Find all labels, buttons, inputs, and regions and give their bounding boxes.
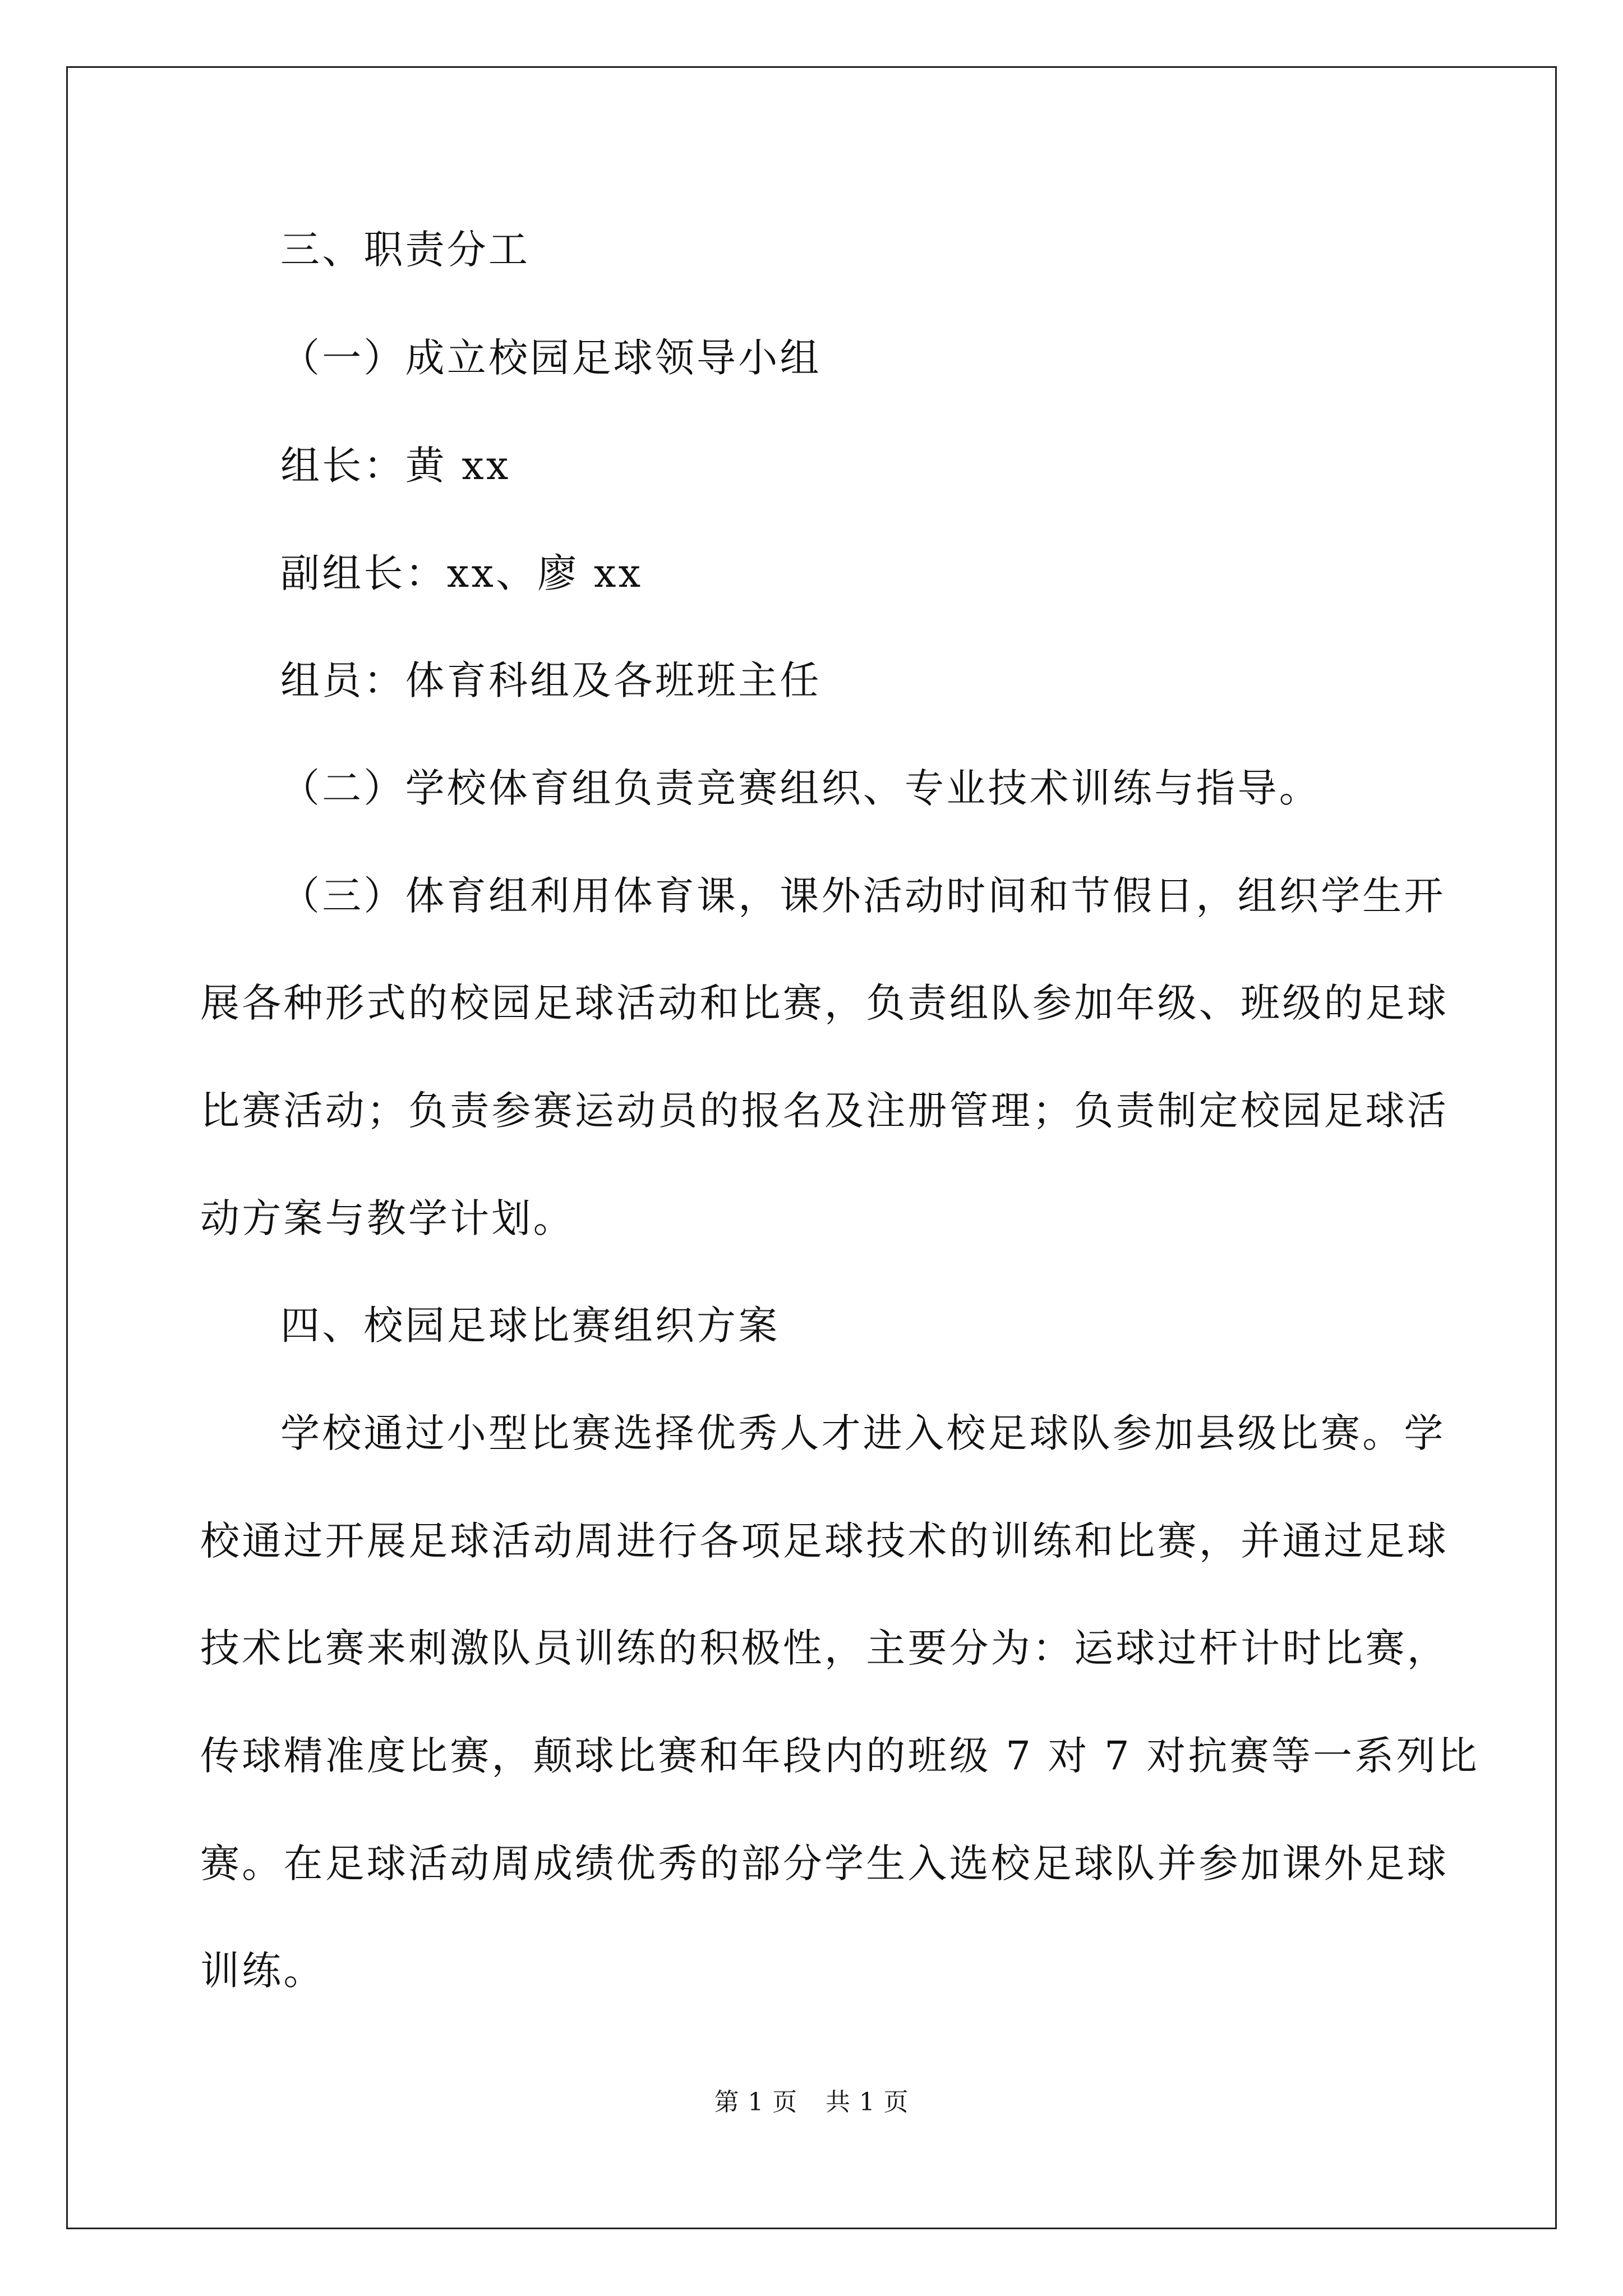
subsection-heading-2: （二）学校体育组负责竞赛组织、专业技术训练与指导。 [280, 765, 1321, 811]
paragraph-line: 技术比赛来刺激队员训练的积极性，主要分为：运球过杆计时比赛， [200, 1625, 1449, 1671]
paragraph-line: 训练。 [200, 1948, 325, 1994]
paragraph-line: 动方案与教学计划。 [200, 1195, 575, 1241]
page-total: 共 1 页 [826, 2088, 909, 2116]
subsection-heading-1: （一）成立校园足球领导小组 [280, 335, 822, 381]
paragraph-line: 校通过开展足球活动周进行各项足球技术的训练和比赛，并通过足球 [200, 1518, 1449, 1564]
members-line: 组员：体育科组及各班班主任 [280, 657, 822, 703]
paragraph-line: 赛。在足球活动周成绩优秀的部分学生入选校足球队并参加课外足球 [200, 1841, 1449, 1887]
page-footer [0, 2086, 1623, 2119]
deputy-leader-line: 副组长：xx、廖 xx [280, 550, 643, 596]
paragraph-line: 学校通过小型比赛选择优秀人才进入校足球队参加县级比赛。学 [280, 1410, 1446, 1456]
paragraph-line: 传球精准度比赛，颠球比赛和年段内的班级 7 对 7 对抗赛等一系列比 [200, 1733, 1479, 1779]
section-heading-3: 三、职责分工 [280, 227, 531, 273]
leader-line: 组长：黄 xx [280, 443, 511, 489]
page-number: 第 1 页 [714, 2088, 797, 2116]
section-heading-4: 四、校园足球比赛组织方案 [280, 1303, 780, 1349]
paragraph-line: （三）体育组利用体育课，课外活动时间和节假日，组织学生开 [280, 873, 1446, 919]
paragraph-line: 展各种形式的校园足球活动和比赛，负责组队参加年级、班级的足球 [200, 980, 1449, 1026]
page-border [66, 66, 1557, 2229]
paragraph-line: 比赛活动；负责参赛运动员的报名及注册管理；负责制定校园足球活 [200, 1088, 1449, 1134]
